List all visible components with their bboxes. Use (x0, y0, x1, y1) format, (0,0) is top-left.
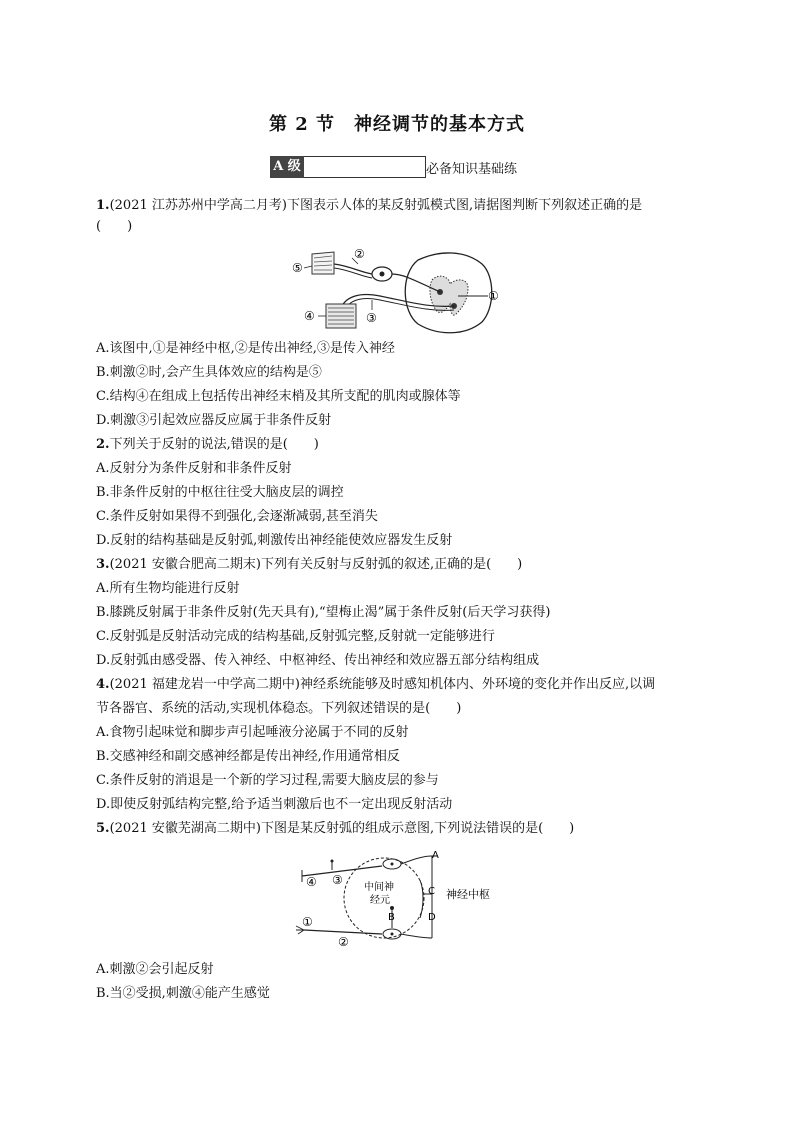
q4-stem (96, 677, 655, 693)
q3-option-b[interactable]: B.膝跳反射属于非条件反射(先天具有),“望梅止渴”属于条件反射(后天学习获得) (96, 605, 551, 620)
q1-option-b[interactable]: B.刺激②时,会产生具体效应的结构是⑤ (96, 365, 322, 380)
q1-option-c[interactable]: C.结构④在组成上包括传出神经末梢及其所支配的肌肉或腺体等 (96, 389, 461, 404)
q5-label-2: ② (338, 935, 349, 949)
q3-option-a[interactable]: A.所有生物均能进行反射 (96, 581, 240, 596)
q3-option-c[interactable]: C.反射弧是反射活动完成的结构基础,反射弧完整,反射就一定能够进行 (96, 629, 495, 644)
q2-option-c[interactable]: C.条件反射如果得不到强化,会逐渐减弱,甚至消失 (96, 509, 378, 524)
q5-label-3: ③ (332, 873, 343, 887)
q1-option-a[interactable]: A.该图中,①是神经中枢,②是传出神经,③是传入神经 (96, 341, 395, 356)
q1-label-2: ② (354, 247, 365, 261)
q5-stem-text: (2021 安徽芜湖高二期中)下图是某反射弧的组成示意图,下列说法错误的是( ) (109, 821, 575, 836)
q5-label-inter1: 中间神 (364, 882, 394, 893)
q5-afferent-line (304, 930, 382, 934)
q1-number: 1. (96, 198, 110, 213)
q2-stem-text: 下列关于反射的说法,错误的是( ) (109, 437, 319, 452)
q4-option-c[interactable]: C.条件反射的消退是一个新的学习过程,需要大脑皮层的参与 (96, 773, 439, 788)
q5-label-B: B (388, 912, 395, 923)
q4-option-a[interactable]: A.食物引起味觉和脚步声引起唾液分泌属于不同的反射 (96, 725, 409, 740)
q5-label-inter2: 经元 (370, 895, 390, 906)
q5-option-b[interactable]: B.当②受损,刺激④能产生感觉 (96, 986, 270, 1001)
q5-reflex-arc-diagram (292, 850, 512, 950)
q5-label-4: ④ (306, 875, 317, 889)
level-header (270, 154, 517, 178)
q5-label-1: ① (302, 915, 313, 929)
q1-reflex-arc-diagram (290, 244, 520, 340)
level-blank-box (304, 156, 426, 178)
q1-stem (96, 198, 642, 214)
q2-option-b[interactable]: B.非条件反射的中枢往往受大脑皮层的调控 (96, 485, 344, 500)
q5-stem (96, 821, 574, 837)
q1-label-3: ③ (366, 311, 377, 325)
q3-option-d[interactable]: D.反射弧由感受器、传入神经、中枢神经、传出神经和效应器五部分结构组成 (96, 653, 540, 668)
level-badge: A 级 (270, 156, 304, 178)
q5-number: 5. (96, 821, 110, 836)
page-title: 第 2 节 神经调节的基本方式 (268, 114, 526, 135)
q1-stem-bracket: ( ) (96, 219, 133, 234)
q1-stem-text: (2021 江苏苏州中学高二月考)下图表示人体的某反射弧模式图,请据图判断下列叙述正确的是 (109, 198, 643, 213)
q2-option-a[interactable]: A.反射分为条件反射和非条件反射 (96, 461, 292, 476)
q4-option-b[interactable]: B.交感神经和副交感神经都是传出神经,作用通常相反 (96, 749, 400, 764)
q3-stem-text: (2021 安徽合肥高二期末)下列有关反射与反射弧的叙述,正确的是( ) (109, 557, 523, 572)
q5-option-a[interactable]: A.刺激②会引起反射 (96, 962, 214, 977)
q1-label-1: ① (488, 289, 499, 303)
q5-label-center: 神经中枢 (446, 888, 490, 901)
q4-stem-text: (2021 福建龙岩一中学高二期中)神经系统能够及时感知机体内、外环境的变化并作出反应,以调 (109, 677, 656, 692)
q1-label-5: ⑤ (292, 261, 303, 275)
q5-label-A: A (432, 850, 439, 861)
q5-label-D: D (428, 912, 436, 923)
q5-label-C: C (428, 886, 435, 897)
q2-option-d[interactable]: D.反射的结构基础是反射弧,刺激传出神经能使效应器发生反射 (96, 533, 453, 548)
q5-pathway (420, 880, 423, 918)
q4-stem-cont: 节各器官、系统的活动,实现机体稳态。下列叙述错误的是( ) (96, 701, 462, 716)
q2-number: 2. (96, 437, 110, 452)
q1-label-4: ④ (304, 309, 315, 323)
level-caption: 必备知识基础练 (426, 162, 518, 177)
q4-number: 4. (96, 677, 110, 692)
q3-number: 3. (96, 557, 110, 572)
q2-stem (96, 437, 319, 453)
q3-stem (96, 557, 522, 573)
q1-receptor (312, 252, 334, 274)
q1-option-d[interactable]: D.刺激③引起效应器反应属于非条件反射 (96, 413, 332, 428)
q4-option-d[interactable]: D.即使反射弧结构完整,给予适当刺激后也不一定出现反射活动 (96, 797, 453, 812)
